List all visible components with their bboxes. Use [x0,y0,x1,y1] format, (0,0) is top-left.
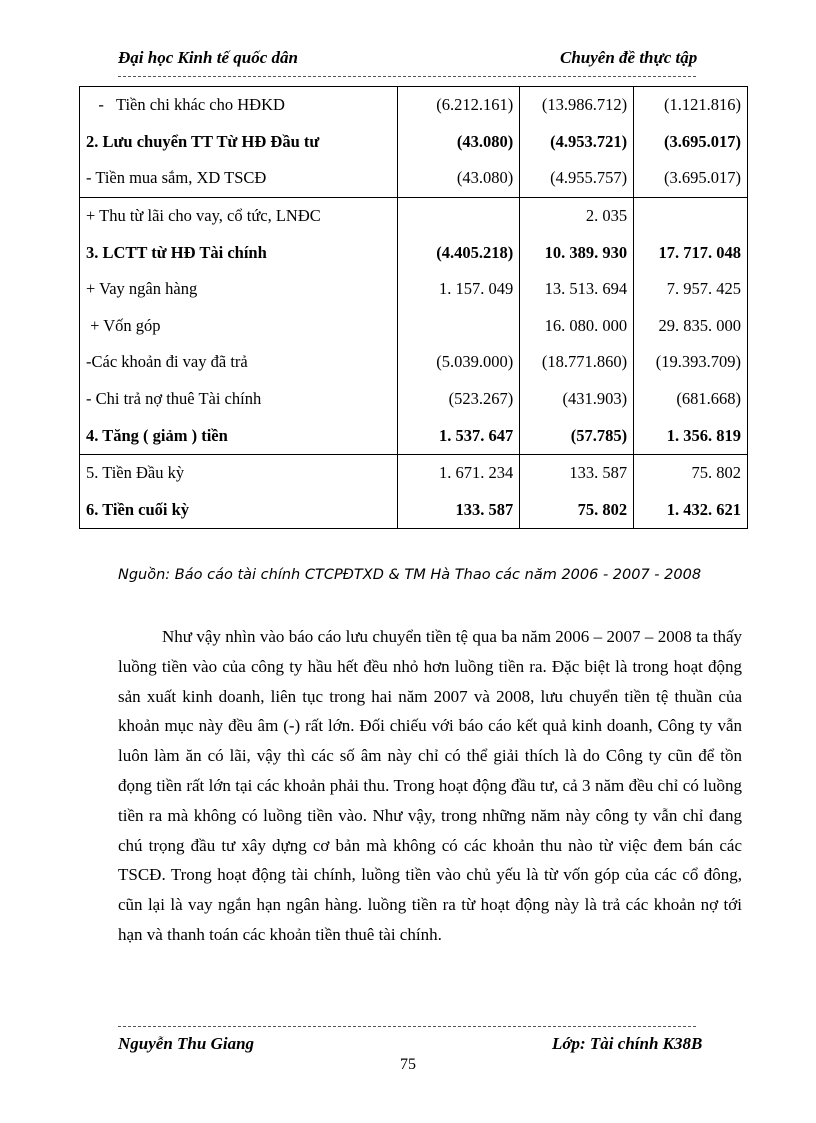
value-2007: (4.953.721) [520,124,634,161]
value-2008 [634,197,748,234]
row-label: - Tiền chi khác cho HĐKD [80,87,398,124]
value-2007: (18.771.860) [520,344,634,381]
value-2006: 1. 157. 049 [398,271,520,308]
value-2007: (13.986.712) [520,87,634,124]
value-2007: 2. 035 [520,197,634,234]
row-label: 5. Tiền Đầu kỳ [80,454,398,491]
value-2006: 133. 587 [398,492,520,529]
table-row [80,87,748,124]
value-2008: 75. 802 [634,454,748,491]
value-2008: (681.668) [634,381,748,418]
cash-flow-table [79,86,748,529]
footer-class: Lớp: Tài chính K38B [552,1034,703,1053]
value-2008: 1. 432. 621 [634,492,748,529]
value-2007: 133. 587 [520,454,634,491]
value-2006: (5.039.000) [398,344,520,381]
value-2007: 75. 802 [520,492,634,529]
value-2007: 13. 513. 694 [520,271,634,308]
header-right: Chuyên đề thực tập [560,48,698,67]
body-paragraph: Như vậy nhìn vào báo cáo lưu chuyển tiền tệ qua ba năm 2006 – 2007 – 2008 ta thấy luồng tiền vào của công ty hầu hết đều nhỏ hơn luồng tiền ra. Đặc biệt là trong hoạt động sản xuất kinh doanh, liên tục trong hai năm 2007 và 2008, lưu chuyển tiền tệ thuần của khoản mục này đều âm (-) rất lớn. Đối chiếu với báo cáo kết quả kinh doanh, Công ty vẫn luôn làm ăn có lãi, vậy thì các số âm này chỉ có thể giải thích là do Công ty cũn để tồn đọng tiền rất lớn tại các khoản phải thu. Trong hoạt động đầu tư, cả 3 năm đều chỉ có luồng tiền ra mà không có luồng tiền vào. Như vậy, trong những năm này công ty vẫn chỉ đang chú trọng đầu tư xây dựng cơ bản mà không có các khoản thu nào từ việc đem bán các TSCĐ. Trong hoạt động tài chính, luồng tiền vào chủ yếu là từ vốn góp của các cổ đông, cũn lại là vay ngắn hạn ngân hàng. luồng tiền ra từ hoạt động này là trả các khoản nợ tới hạn và thanh toán các khoản tiền thuê tài chính. [118,627,742,944]
footer-author: Nguyễn Thu Giang [118,1034,255,1053]
value-2007: (57.785) [520,417,634,454]
table-row [80,124,748,161]
table-row [80,308,748,345]
value-2008: 17. 717. 048 [634,234,748,271]
value-2006 [398,308,520,345]
row-label: -Các khoản đi vay đã trả [80,344,398,381]
value-2007: (431.903) [520,381,634,418]
value-2006: 1. 537. 647 [398,417,520,454]
value-2008: 7. 957. 425 [634,271,748,308]
value-2008: (3.695.017) [634,160,748,197]
value-2006: (43.080) [398,124,520,161]
table-row [80,197,748,234]
value-2006: (523.267) [398,381,520,418]
table-row [80,344,748,381]
header-left: Đại học Kinh tế quốc dân [118,48,298,67]
row-label: - Tiền mua sắm, XD TSCĐ [80,160,398,197]
row-label: 3. LCTT từ HĐ Tài chính [80,234,398,271]
value-2008: (1.121.816) [634,87,748,124]
page-number: 75 [400,1056,416,1073]
row-label: + Vốn góp [80,308,398,345]
value-2006: (4.405.218) [398,234,520,271]
value-2008: (3.695.017) [634,124,748,161]
table-row [80,381,748,418]
table-row [80,417,748,454]
row-label: 4. Tăng ( giảm ) tiền [80,417,398,454]
row-label: - Chi trả nợ thuê Tài chính [80,381,398,418]
row-label: + Vay ngân hàng [80,271,398,308]
table-row [80,271,748,308]
row-label: + Thu từ lãi cho vay, cổ tức, LNĐC [80,197,398,234]
value-2006 [398,197,520,234]
value-2008: (19.393.709) [634,344,748,381]
value-2007: 10. 389. 930 [520,234,634,271]
header-divider [118,76,696,77]
value-2008: 29. 835. 000 [634,308,748,345]
row-label: 2. Lưu chuyển TT Từ HĐ Đầu tư [80,124,398,161]
value-2006: (6.212.161) [398,87,520,124]
table-row [80,492,748,529]
table-row [80,234,748,271]
table-row [80,160,748,197]
value-2006: (43.080) [398,160,520,197]
footer-divider [118,1026,696,1027]
source-note: Nguồn: Báo cáo tài chính CTCPĐTXD & TM Hà Thao các năm 2006 - 2007 - 2008 [118,567,702,583]
value-2006: 1. 671. 234 [398,454,520,491]
value-2007: 16. 080. 000 [520,308,634,345]
value-2007: (4.955.757) [520,160,634,197]
row-label: 6. Tiền cuối kỳ [80,492,398,529]
value-2008: 1. 356. 819 [634,417,748,454]
table-row [80,454,748,491]
